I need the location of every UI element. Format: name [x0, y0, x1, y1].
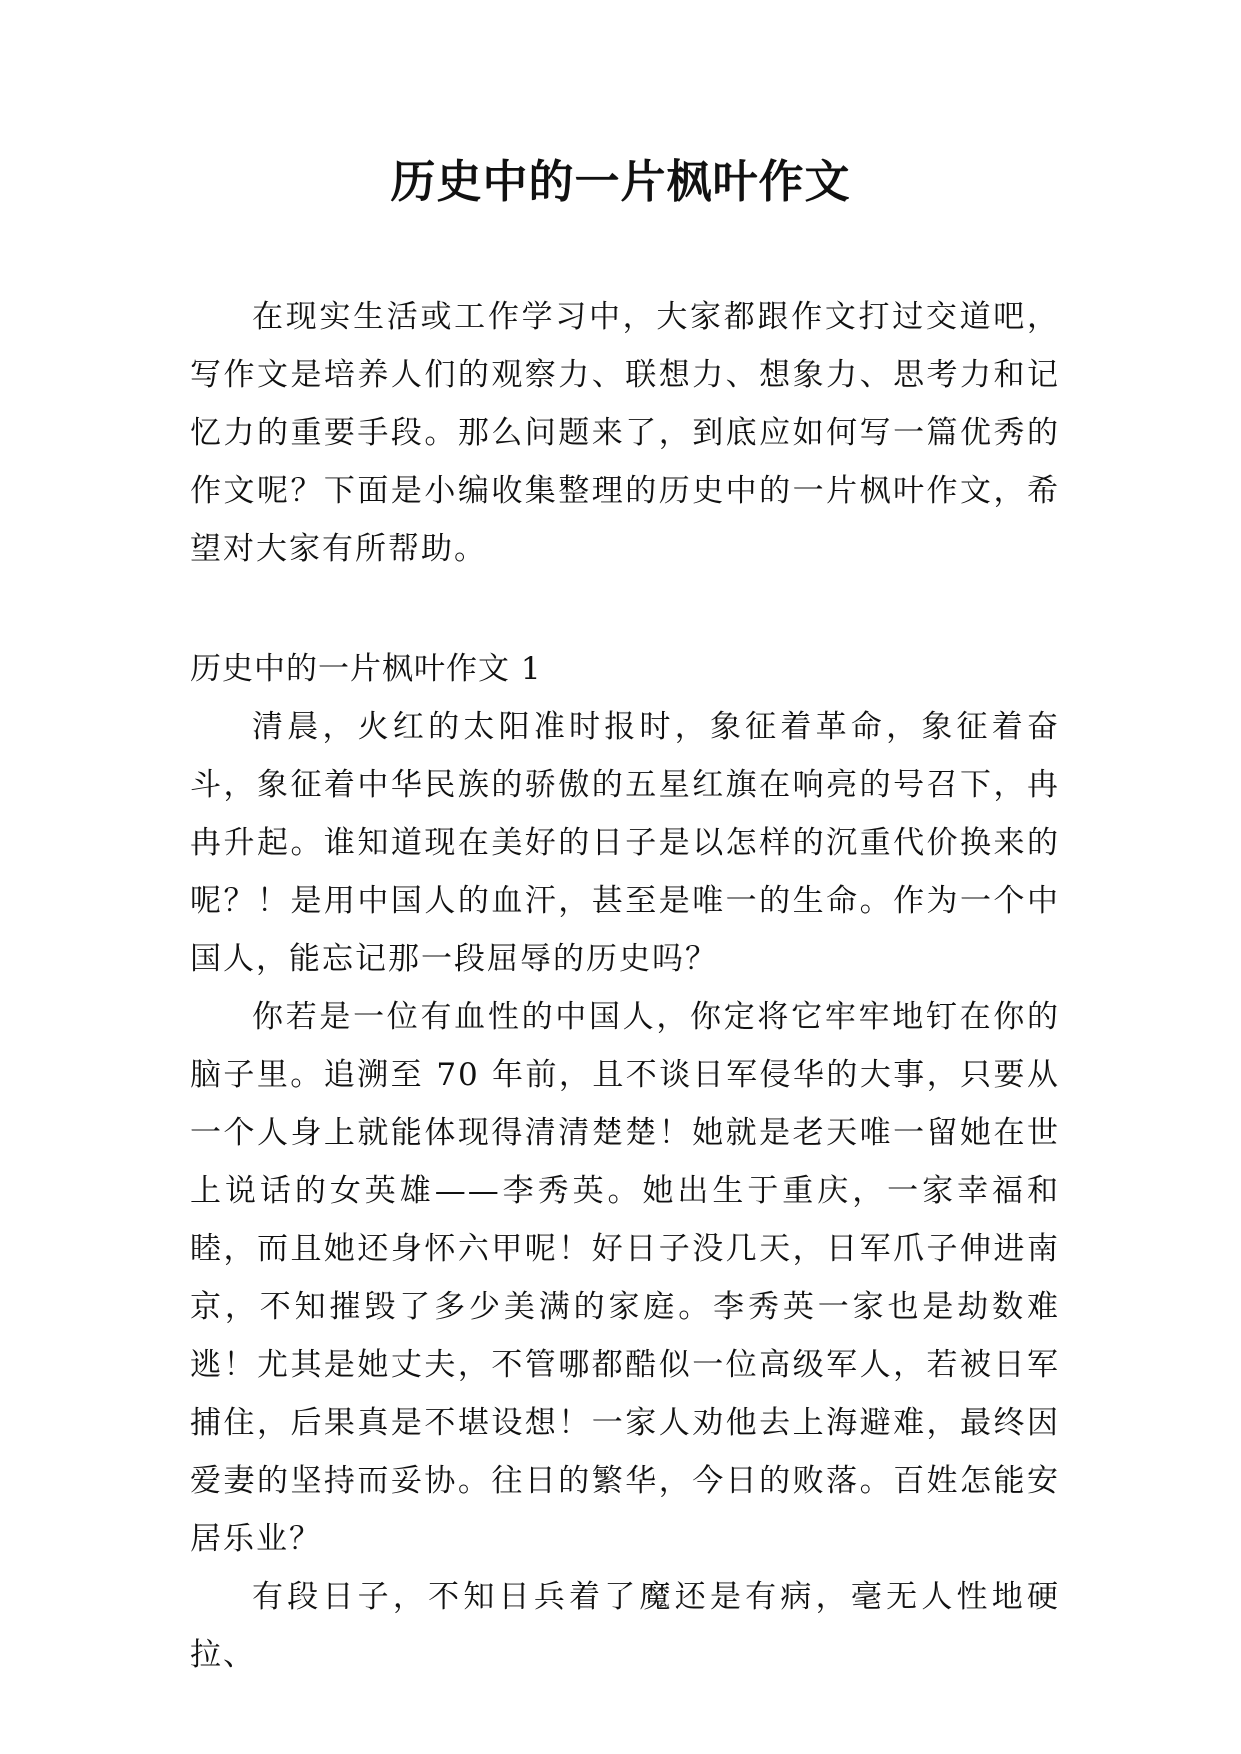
intro-paragraph: 在现实生活或工作学习中，大家都跟作文打过交道吧，写作文是培养人们的观察力、联想力、想象力、思考力和记忆力的重要手段。那么问题来了，到底应如何写一篇优秀的作文呢？下面是小编收集整理的历史中的一片枫叶作文，希望对大家有所帮助。	[190, 299, 1060, 567]
section-heading: 历史中的一片枫叶作文 1	[190, 651, 542, 687]
document-title: 历史中的一片枫叶作文	[390, 155, 851, 208]
essay-body	[190, 698, 1060, 1684]
essay-paragraph-1: 清晨，火红的太阳准时报时，象征着革命，象征着奋斗，象征着中华民族的骄傲的五星红旗在响亮的号召下，冉冉升起。谁知道现在美好的日子是以怎样的沉重代价换来的呢？！是用中国人的血汗，甚至是唯一的生命。作为一个中国人，能忘记那一段屈辱的历史吗？	[190, 709, 1060, 977]
essay-paragraph-3: 有段日子，不知日兵着了魔还是有病，毫无人性地硬拉、	[190, 1579, 1060, 1673]
essay-paragraph-2: 你若是一位有血性的中国人，你定将它牢牢地钉在你的脑子里。追溯至 70 年前，且不谈日军侵华的大事，只要从一个人身上就能体现得清清楚楚！她就是老天唯一留她在世上说话的女英雄——李秀英。她出生于重庆，一家幸福和睦，而且她还身怀六甲呢！好日子没几天，日军爪子伸进南京，不知摧毁了多少美满的家庭。李秀英一家也是劫数难逃！尤其是她丈夫，不管哪都酷似一位高级军人，若被日军捕住，后果真是不堪设想！一家人劝他去上海避难，最终因爱妻的坚持而妥协。往日的繁华，今日的败落。百姓怎能安居乐业？	[190, 999, 1060, 1557]
